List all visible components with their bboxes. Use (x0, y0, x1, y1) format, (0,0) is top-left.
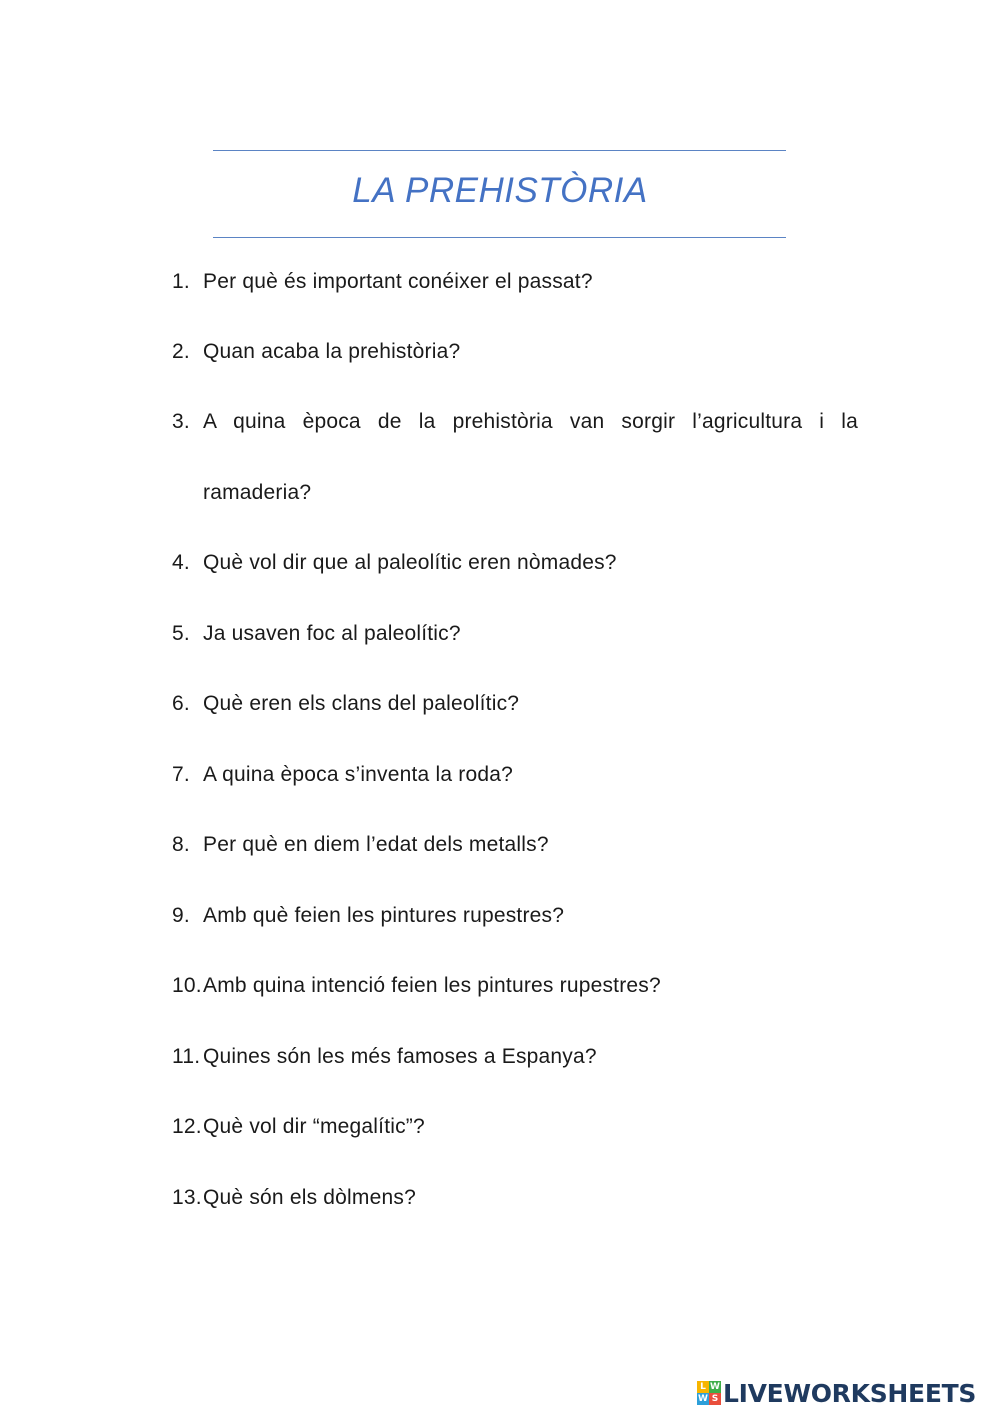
question-text: Per què és important conéixer el passat? (203, 270, 593, 293)
page-title: LA PREHISTÒRIA (352, 171, 648, 210)
question-9 (172, 902, 858, 930)
question-number: 10. (172, 974, 202, 997)
logo-tile: S (709, 1393, 721, 1405)
question-12 (172, 1113, 858, 1141)
question-11 (172, 1043, 858, 1071)
question-5 (172, 620, 858, 648)
logo-tile: L (697, 1381, 709, 1393)
question-number: 6. (172, 692, 190, 715)
question-text: A quina època de la prehistòria van sorgir l’agricultura i la (203, 410, 858, 433)
question-text: Què eren els clans del paleolític? (203, 692, 520, 715)
question-text: Què vol dir que al paleolític eren nòmades? (203, 551, 617, 574)
question-7 (172, 761, 858, 789)
question-number: 9. (172, 904, 190, 927)
question-text: Quines són les més famoses a Espanya? (203, 1045, 597, 1068)
logo-text: LIVEWORKSHEETS (723, 1378, 977, 1408)
question-text: Amb què feien les pintures rupestres? (203, 904, 565, 927)
question-3 (172, 408, 858, 436)
question-text: Amb quina intenció feien les pintures rupestres? (203, 974, 661, 997)
question-text: Per què en diem l’edat dels metalls? (203, 833, 549, 856)
question-text: Què vol dir “megalític”? (203, 1115, 425, 1138)
logo-tile: W (710, 1382, 720, 1392)
question-number: 2. (172, 340, 190, 363)
liveworksheets-logo (697, 1378, 976, 1408)
question-text: Ja usaven foc al paleolític? (203, 622, 461, 645)
question-2 (172, 338, 858, 366)
question-number: 12. (172, 1115, 202, 1138)
question-text: Què són els dòlmens? (203, 1186, 416, 1209)
title-rule-top (213, 150, 786, 151)
question-text: Quan acaba la prehistòria? (203, 340, 461, 363)
question-3-continuation: ramaderia? (203, 481, 312, 504)
question-number: 7. (172, 763, 190, 786)
question-number: 1. (172, 270, 190, 293)
question-8 (172, 831, 858, 859)
question-4 (172, 549, 858, 577)
question-10 (172, 972, 858, 1000)
question-number: 3. (172, 410, 190, 433)
question-text: A quina època s’inventa la roda? (203, 763, 513, 786)
question-6 (172, 690, 858, 718)
question-number: 8. (172, 833, 190, 856)
question-number: 5. (172, 622, 190, 645)
liveworksheets-logo-icon (697, 1381, 721, 1405)
question-1 (172, 268, 858, 296)
question-13 (172, 1184, 858, 1212)
question-number: 4. (172, 551, 190, 574)
question-number: 11. (172, 1045, 201, 1068)
title-rule-bottom (213, 237, 786, 238)
logo-tile: W (698, 1394, 708, 1404)
question-number: 13. (172, 1186, 202, 1209)
